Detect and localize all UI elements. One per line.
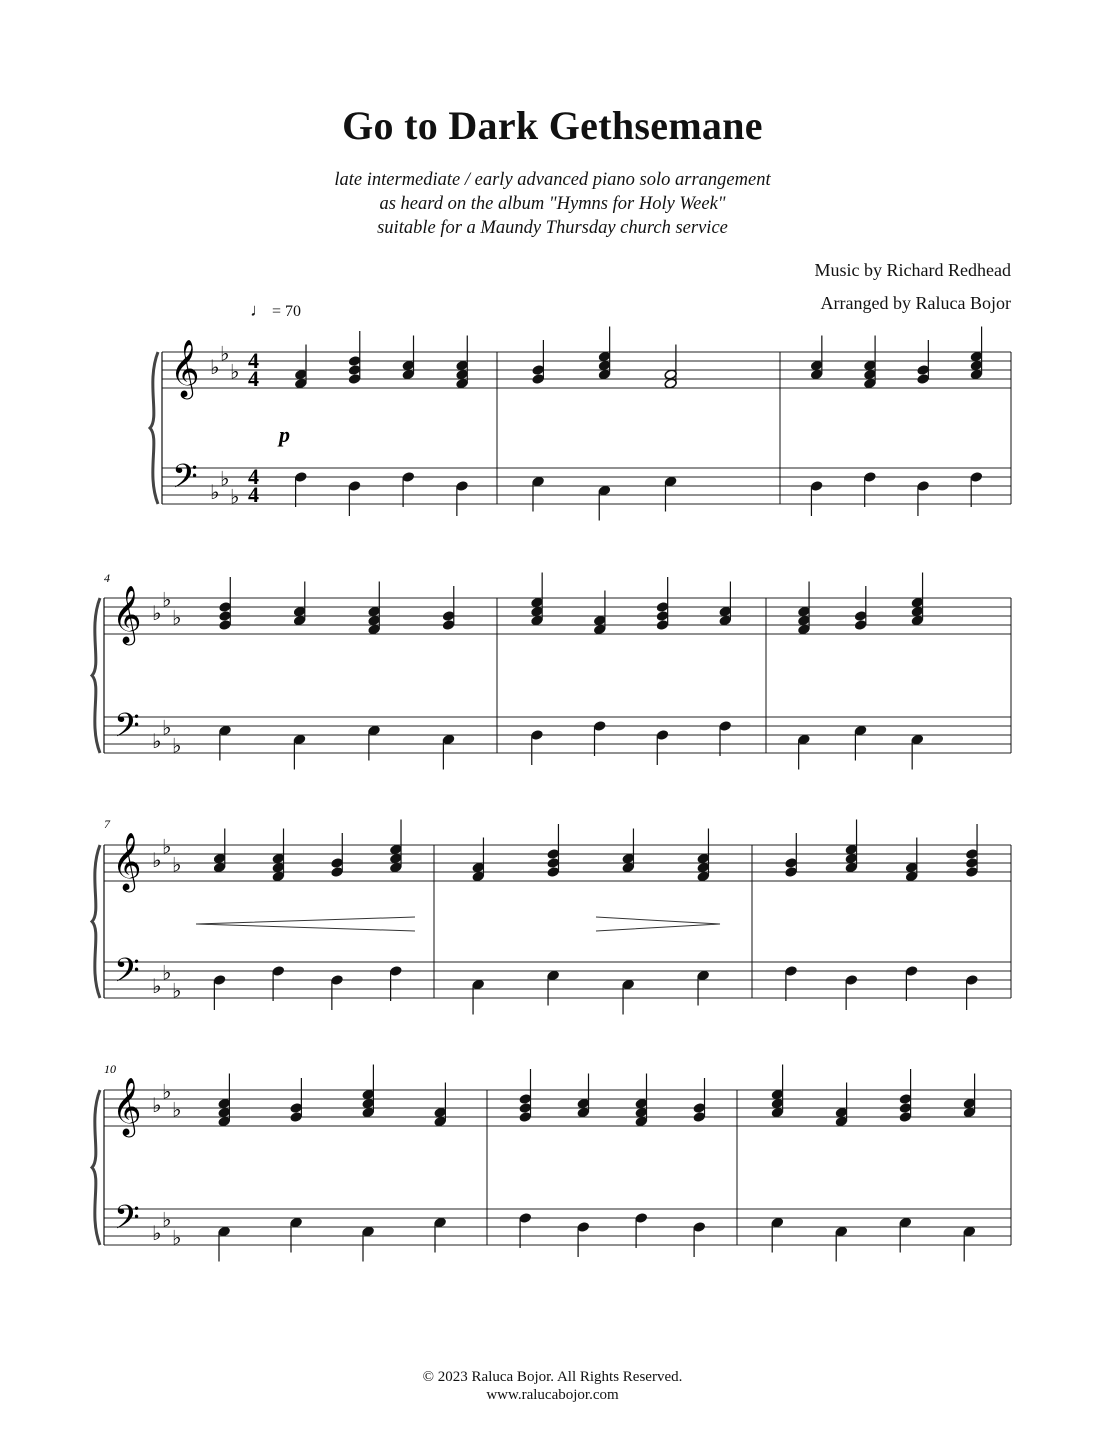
flat-icon: ♭ <box>152 601 162 625</box>
treble-clef-icon: 𝄞 <box>112 585 142 643</box>
copyright-text: © 2023 Raluca Bojor. All Rights Reserved. <box>422 1369 683 1385</box>
flat-icon: ♭ <box>230 359 240 384</box>
measure-number: 10 <box>104 1062 116 1076</box>
brace-icon <box>150 352 158 504</box>
time-signature: 4 <box>248 348 259 373</box>
music-system <box>92 1065 1011 1262</box>
composer-credit: Music by Richard Redhead <box>814 260 1011 280</box>
flat-icon: ♭ <box>152 974 162 998</box>
flat-icon: ♭ <box>152 729 162 753</box>
time-signature: 4 <box>248 366 259 391</box>
page-title: Go to Dark Gethsemane <box>342 103 763 148</box>
flat-icon: ♭ <box>152 1221 162 1245</box>
time-signature: 4 <box>248 482 259 507</box>
flat-icon: ♭ <box>162 715 172 740</box>
music-system <box>92 573 1011 770</box>
flat-icon: ♭ <box>230 484 240 509</box>
flat-icon: ♭ <box>162 587 172 612</box>
subtitle-line: as heard on the album "Hymns for Holy Week" <box>379 194 726 214</box>
brace-icon <box>92 845 100 998</box>
flat-icon: ♭ <box>152 848 162 872</box>
flat-icon: ♭ <box>210 355 220 379</box>
bass-clef-icon: 𝄢 <box>114 952 140 998</box>
treble-clef-icon: 𝄞 <box>112 832 142 890</box>
music-system <box>92 820 1011 1015</box>
flat-icon: ♭ <box>172 978 182 1003</box>
flat-icon: ♭ <box>172 605 182 630</box>
bass-clef-icon: 𝄢 <box>114 1199 140 1245</box>
dynamic-marking: p <box>279 422 290 447</box>
time-signature: 4 <box>248 464 259 489</box>
flat-icon: ♭ <box>152 1093 162 1117</box>
brace-icon <box>92 598 100 753</box>
flat-icon: ♭ <box>162 1207 172 1232</box>
measure-number: 4 <box>104 571 110 585</box>
treble-clef-icon: 𝄞 <box>170 339 200 397</box>
flat-icon: ♭ <box>172 1225 182 1250</box>
footer <box>0 1368 1105 1404</box>
flat-icon: ♭ <box>162 960 172 985</box>
flat-icon: ♭ <box>162 834 172 859</box>
decrescendo-hairpin <box>596 917 720 931</box>
quarter-note-icon: ♩ <box>250 300 268 320</box>
measure-number: 7 <box>104 817 110 831</box>
flat-icon: ♭ <box>172 1097 182 1122</box>
crescendo-hairpin <box>196 917 415 931</box>
brace-icon <box>92 1090 100 1245</box>
subtitle-line: suitable for a Maundy Thursday church service <box>377 218 728 238</box>
flat-icon: ♭ <box>210 480 220 504</box>
flat-icon: ♭ <box>162 1079 172 1104</box>
bass-clef-icon: 𝄢 <box>114 707 140 753</box>
treble-clef-icon: 𝄞 <box>112 1077 142 1135</box>
subtitle-line: late intermediate / early advanced piano solo arrangement <box>334 170 771 190</box>
tempo-value: = 70 <box>272 303 302 320</box>
website-link[interactable]: www.ralucabojor.com <box>486 1387 619 1403</box>
flat-icon: ♭ <box>220 341 230 366</box>
arranger-credit: Arranged by Raluca Bojor <box>820 293 1011 313</box>
flat-icon: ♭ <box>172 733 182 758</box>
flat-icon: ♭ <box>172 852 182 877</box>
bass-clef-icon: 𝄢 <box>172 458 198 504</box>
flat-icon: ♭ <box>220 466 230 491</box>
